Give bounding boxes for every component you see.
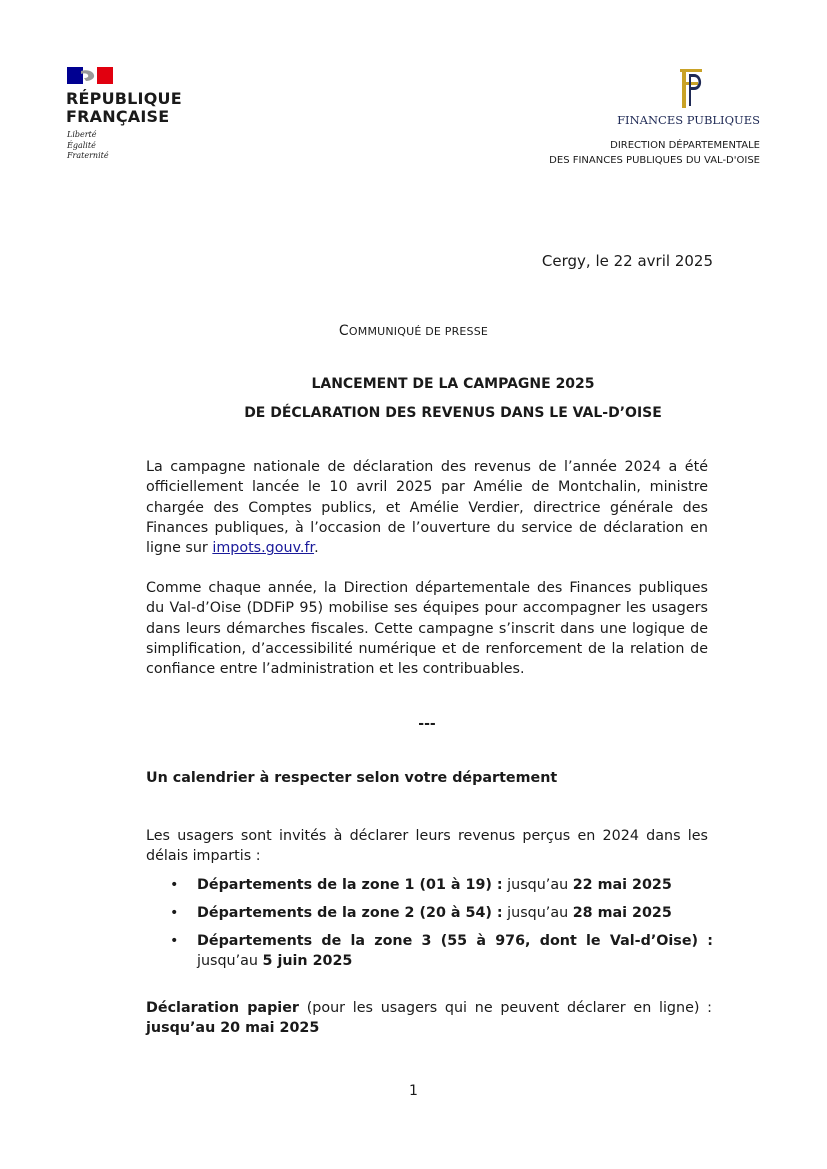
rf-line-1: RÉPUBLIQUE	[66, 89, 182, 108]
intro-end: .	[314, 540, 319, 557]
marianne-flag-logo	[67, 67, 113, 84]
republic-motto	[67, 130, 109, 162]
communique-rest-2: DE PRESSE	[425, 325, 489, 338]
zone-until: jusqu’au	[502, 877, 573, 893]
zone-date: 22 mai 2025	[572, 877, 672, 893]
zone-label: Départements de la zone 1 (01 à 19) :	[197, 877, 503, 893]
communique-initial: C	[338, 323, 349, 339]
paper-declaration-paragraph	[146, 998, 712, 1039]
section-separator: ---	[418, 716, 436, 732]
zone-date: 28 mai 2025	[572, 904, 672, 921]
zone-label: Départements de la zone 3 (55 à 976, dont le Val-d’Oise) :	[197, 932, 713, 949]
paper-text: (pour les usagers qui ne peuvent déclarer en ligne) :	[298, 1000, 712, 1016]
ddfip-paragraph: Comme chaque année, la Direction départementale des Finances publiques du Val-d’Oise (DDFiP 95) mobilise ses équipes pour accompagner les usagers dans leurs démarches fiscales. Cette campagne s’inscrit dans une logique de simplification, d’accessibilité numérique et de renforcement de la relation de confiance entre l’administration et les contribuables.	[146, 580, 708, 678]
intro-text: La campagne nationale de déclaration des revenus de l’année 2024 a été officiellement lancée le 10 avril 2025 par Amélie de Montchalin, ministre chargée des Comptes publics, et Amélie Verdier, directrice générale des Finances publiques, à l’occasion de l’ouverture du service de déclaration en ligne sur	[146, 459, 708, 557]
republique-francaise-wordmark	[66, 90, 182, 126]
zone-label: Départements de la zone 2 (20 à 54) :	[197, 904, 503, 921]
direction-line-1: DIRECTION DÉPARTEMENTALE	[610, 140, 760, 151]
page-number: 1	[409, 1083, 418, 1099]
finances-publiques-name: FINANCES PUBLIQUES	[617, 113, 760, 127]
finances-publiques-logo	[676, 66, 706, 110]
list-item	[170, 931, 713, 972]
title-line-2: DE DÉCLARATION DES REVENUS DANS LE VAL-D’OISE	[244, 405, 662, 421]
direction-departementale	[460, 138, 760, 168]
paper-deadline: jusqu’au 20 mai 2025	[146, 1020, 320, 1037]
motto-egalite: Égalité	[67, 140, 96, 150]
communique-heading	[0, 323, 827, 339]
zone-date: 5 juin 2025	[262, 953, 353, 970]
zone-deadlines-list	[170, 875, 713, 979]
zone-until: jusqu’au	[502, 904, 573, 921]
list-item	[170, 903, 713, 923]
paper-label: Déclaration papier	[146, 1000, 299, 1016]
bullet-icon: •	[170, 904, 179, 921]
direction-line-2: DES FINANCES PUBLIQUES DU VAL-D'OISE	[549, 155, 760, 166]
intro-paragraph	[146, 457, 708, 558]
calendar-section-title: Un calendrier à respecter selon votre département	[146, 770, 558, 786]
impots-gouv-link[interactable]: impots.gouv.fr	[212, 540, 315, 557]
title-line-1: LANCEMENT DE LA CAMPAGNE 2025	[311, 376, 595, 392]
motto-fraternite: Fraternité	[67, 151, 109, 160]
rf-line-2: FRANÇAISE	[66, 107, 170, 126]
calendar-intro-paragraph: Les usagers sont invités à déclarer leurs revenus perçus en 2024 dans les délais impartis :	[146, 828, 708, 865]
communique-rest-1: OMMUNIQUÉ	[348, 325, 426, 338]
bullet-icon: •	[170, 877, 179, 893]
zone-until: jusqu’au	[197, 953, 263, 970]
document-title	[0, 370, 827, 428]
document-date: Cergy, le 22 avril 2025	[541, 252, 713, 270]
bullet-icon: •	[170, 932, 179, 949]
motto-liberte: Liberté	[67, 130, 97, 139]
list-item	[170, 875, 713, 895]
